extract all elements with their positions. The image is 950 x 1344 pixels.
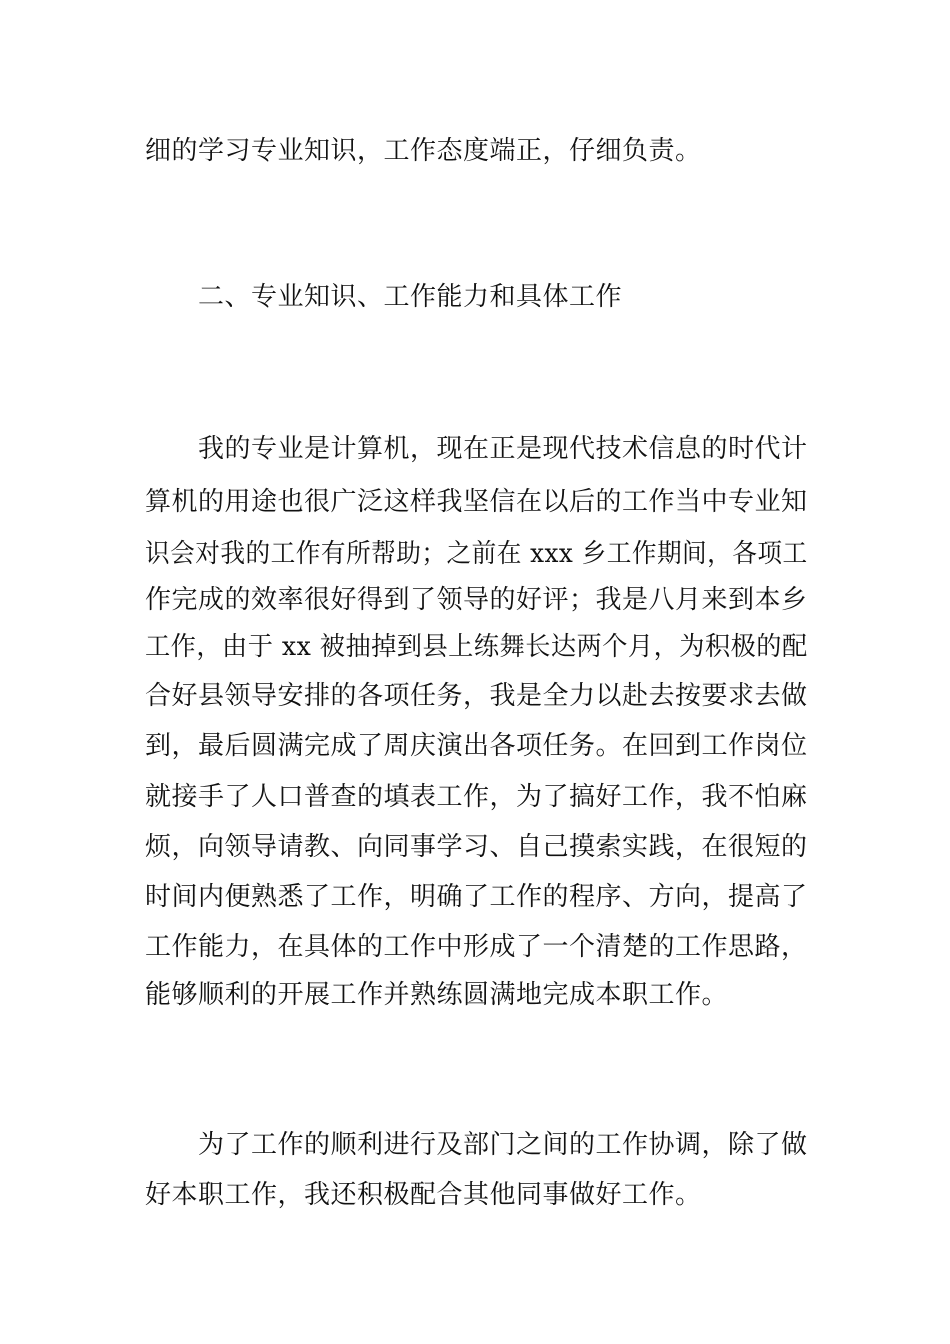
paragraph-line: 工作，由于 xx 被抽掉到县上练舞长达两个月，为积极的配	[145, 632, 808, 662]
paragraph-line: 细的学习专业知识，工作态度端正，仔细负责。	[145, 136, 702, 166]
paragraph-line: 到，最后圆满完成了周庆演出各项任务。在回到工作岗位	[145, 731, 808, 761]
paragraph-line: 作完成的效率很好得到了领导的好评；我是八月来到本乡	[145, 585, 808, 615]
section-heading: 二、专业知识、工作能力和具体工作	[198, 282, 623, 312]
paragraph-line: 好本职工作，我还积极配合其他同事做好工作。	[145, 1180, 702, 1210]
paragraph-line: 为了工作的顺利进行及部门之间的工作协调，除了做	[198, 1130, 808, 1160]
paragraph-line: 就接手了人口普查的填表工作，为了搞好工作，我不怕麻	[145, 782, 808, 812]
paragraph-line: 我的专业是计算机，现在正是现代技术信息的时代计	[198, 434, 808, 464]
paragraph-line: 烦，向领导请教、向同事学习、自己摸索实践，在很短的	[145, 832, 808, 862]
paragraph-line: 能够顺利的开展工作并熟练圆满地完成本职工作。	[145, 980, 729, 1010]
paragraph-line: 识会对我的工作有所帮助；之前在 xxx 乡工作期间，各项工	[145, 539, 808, 569]
paragraph-line: 算机的用途也很广泛这样我坚信在以后的工作当中专业知	[145, 487, 808, 517]
paragraph-line: 时间内便熟悉了工作，明确了工作的程序、方向，提高了	[145, 882, 808, 912]
paragraph-line: 工作能力，在具体的工作中形成了一个清楚的工作思路，	[145, 932, 808, 962]
paragraph-line: 合好县领导安排的各项任务，我是全力以赴去按要求去做	[145, 681, 808, 711]
